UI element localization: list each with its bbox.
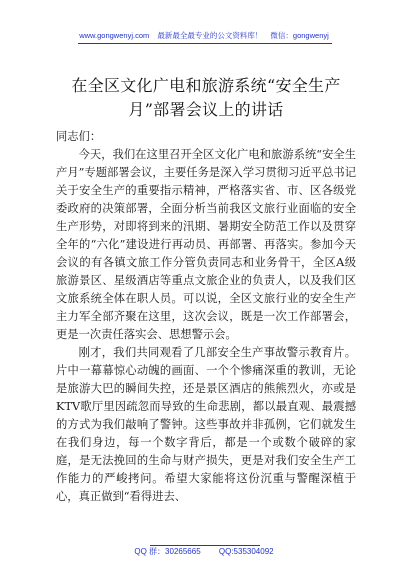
site-url: www.gongwenyj.com [79,31,150,40]
paragraph: 今天，我们在这里召开全区文化广电和旅游系统“安全生产月”专题部署会议，主要任务是深入学习贯彻习近平总书记关于安全生产的重要指示精神，严格落实省、市、区各级党委政府的决策部署，全面分析当前我区文旅行业面临的安全生产形势，对即将到来的汛期、暑期安全防范工作以及贯穿全年的“六化”建设进行再动员、再部署、再落实。参加今天会议的有各镇文旅工作分管负责同志和业务骨干，全区A级旅游景区、星级酒店等重点文旅企业的负责人，以及我们区文旅系统全体在职人员。可以说，全区文旅行业的安全生产主力军全部齐聚在这里，这次会议，既是一次工作部署会，更是一次责任落实会、思想警示会。 [56,148,356,341]
page-footer [0,546,408,557]
paragraph: 刚才，我们共同观看了几部安全生产事故警示教育片。片中一幕幕惊心动魄的画面、一个个惨痛深重的教训，无论是旅游大巴的瞬间失控，还是景区酒店的熊熊烈火，亦或是KTV歌厅里因疏忽而导致的生命悲剧，都以最直观、最震撼的方式为我们敲响了警钟。这些事故并非孤例，它们就发生在我们身边，每一个数字背后，都是一个或数个破碎的家庭，是无法挽回的生命与财产损失，更是对我们安全生产工作能力的严峻拷问。希望大家能将这份沉重与警醒深植于心，真正做到“看得进去、 [56,346,356,503]
qq-group: QQ 群：30265665 [134,547,201,556]
wechat-id: 微信：gongwenyj [270,31,329,40]
site-tagline: 最新最全最专业的公文资料库！ [157,31,263,40]
document-title: 在全区文化广电和旅游系统“安全生产月”部署会议上的讲话 [71,76,341,119]
document-body [56,128,356,506]
qq-number: QQ:535304092 [218,547,274,556]
header-divider [78,43,332,44]
page-header [0,30,408,41]
salutation: 同志们： [56,130,102,143]
